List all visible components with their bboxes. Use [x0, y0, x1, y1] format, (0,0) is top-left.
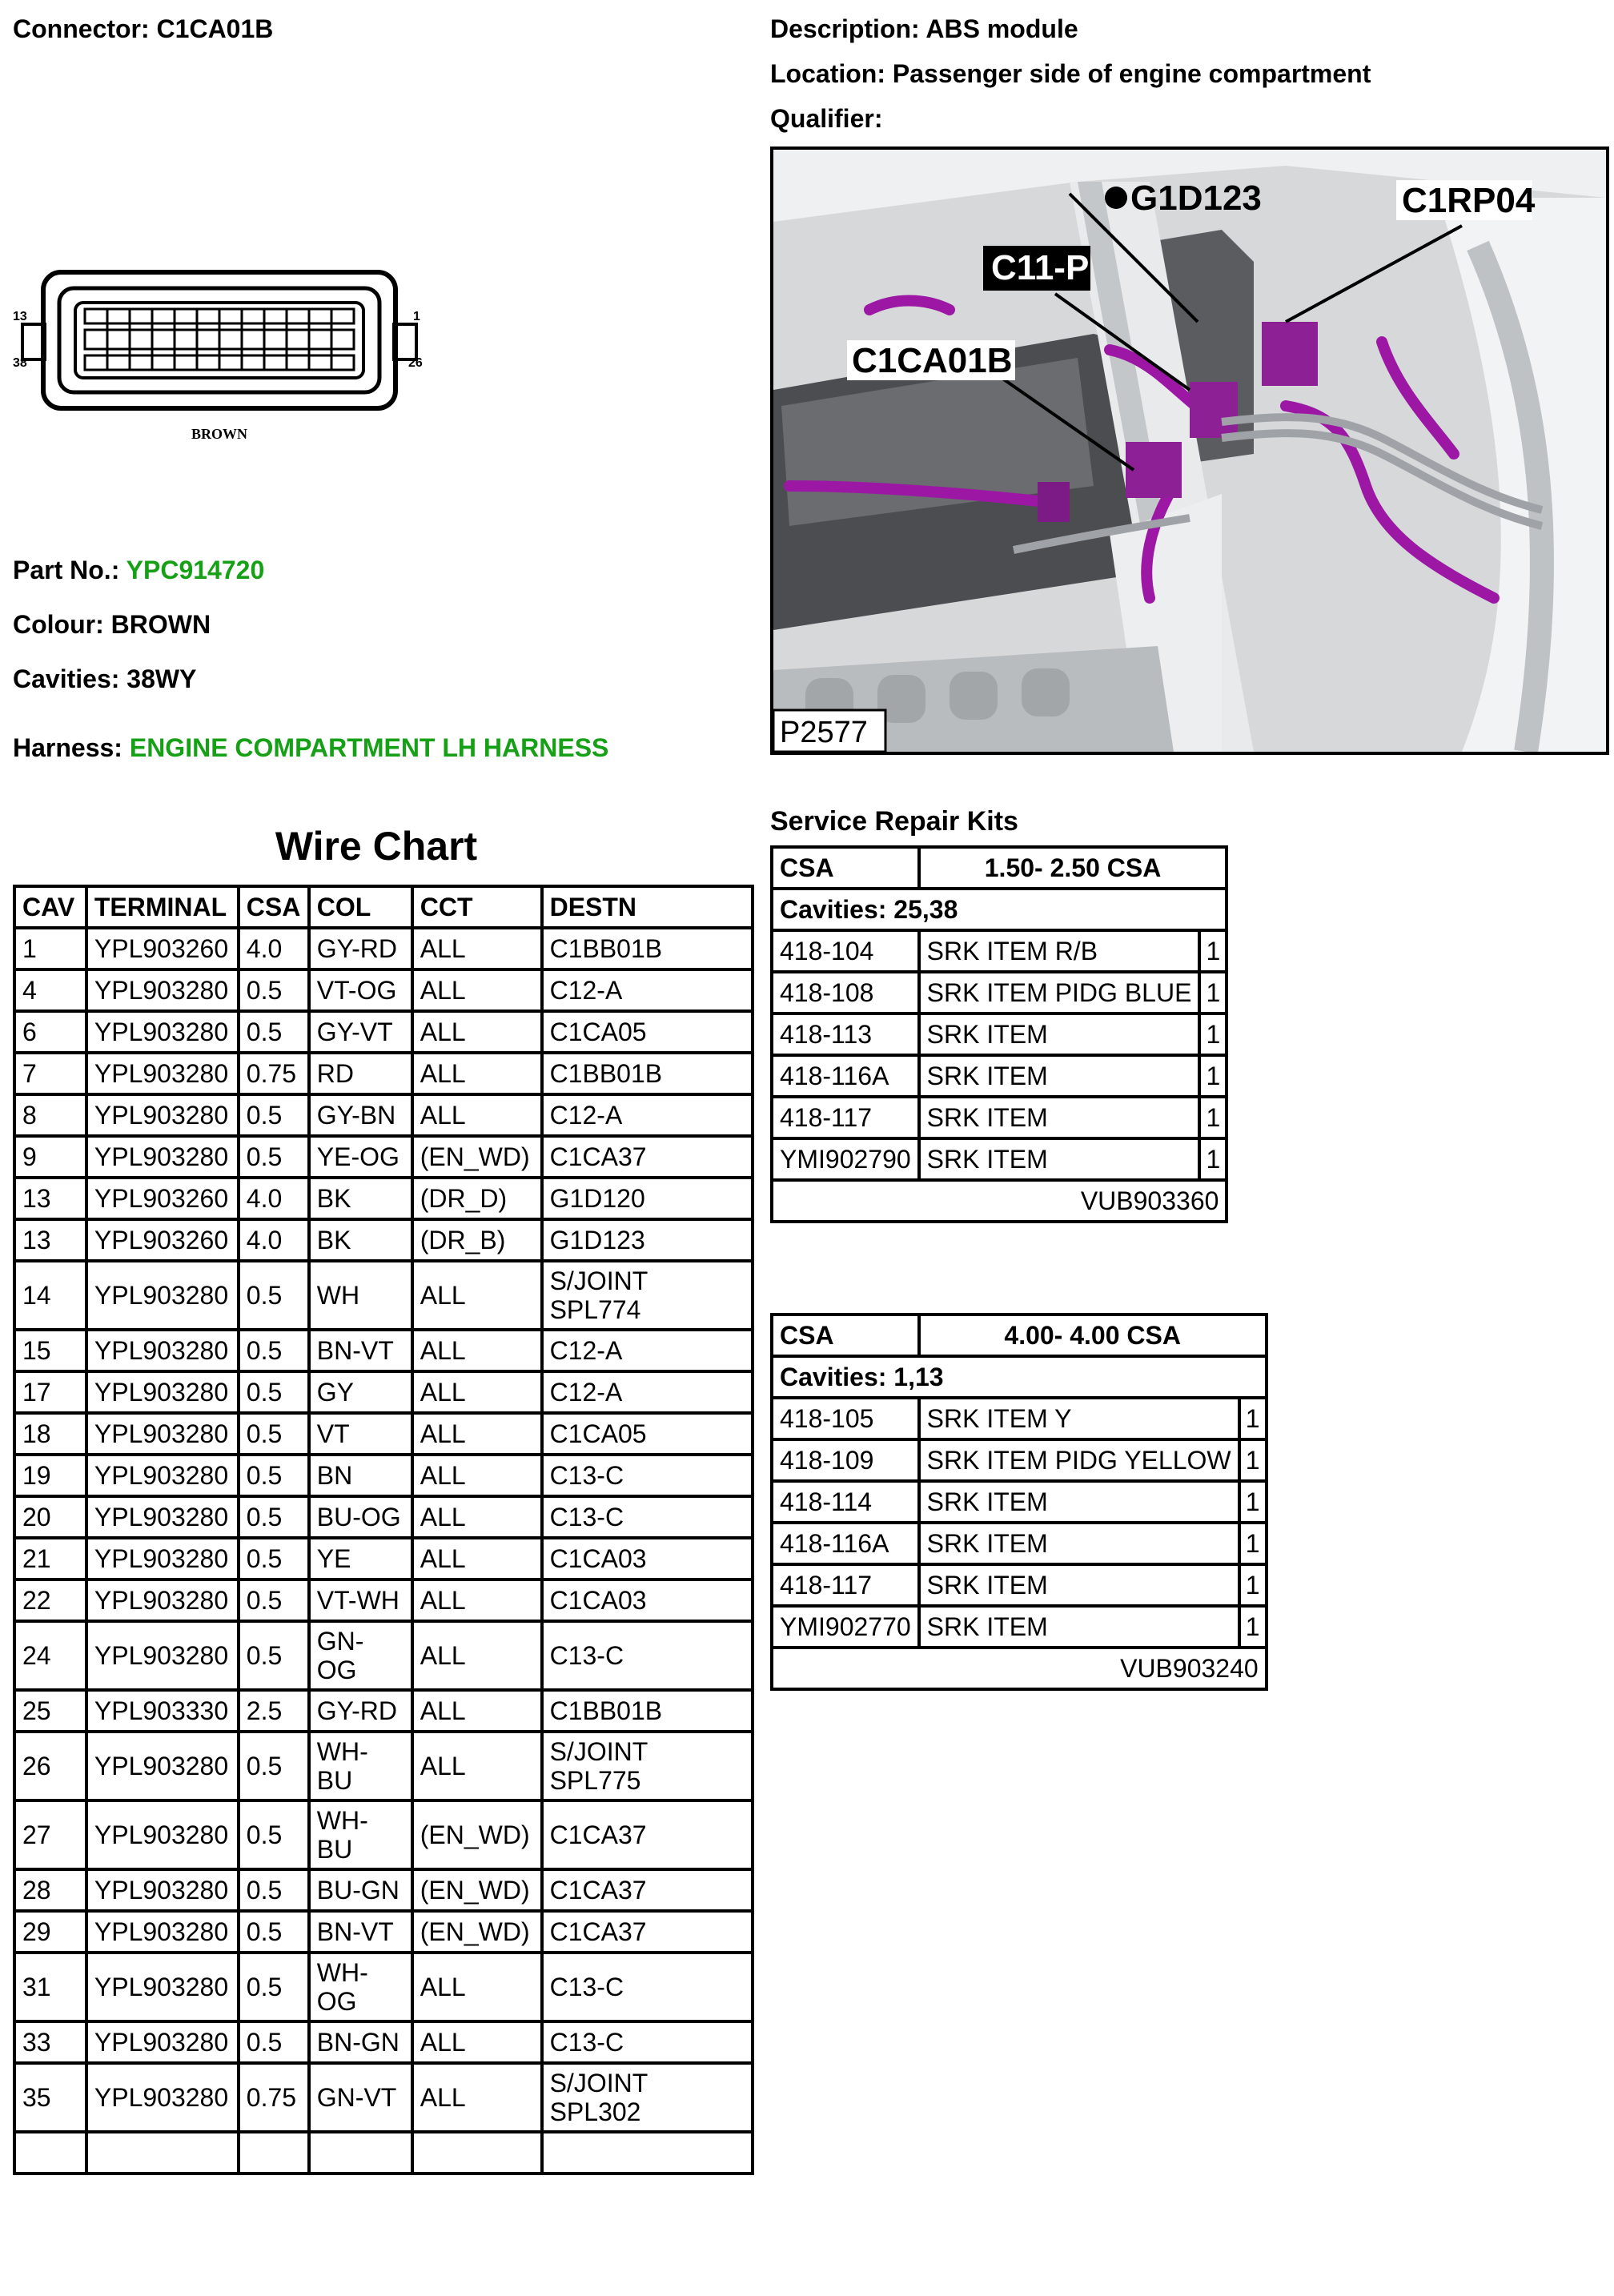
kit-item-qty: 1: [1239, 1523, 1267, 1564]
cell-cct: ALL: [412, 1953, 542, 2021]
cell-csa: 0.5: [239, 1094, 309, 1136]
cell-col: GY: [309, 1371, 412, 1413]
pin-label-38: 38: [13, 356, 27, 370]
cell-cav: 9: [14, 1136, 86, 1178]
part-no-field: [13, 556, 264, 585]
cell-cct: ALL: [412, 1011, 542, 1053]
cell-csa: 4.0: [239, 928, 309, 969]
colour-label: Colour:: [13, 610, 104, 639]
cell-destn: C1BB01B: [542, 928, 753, 969]
cell-csa: 0.5: [239, 1413, 309, 1455]
kit-item-desc: SRK ITEM: [919, 1481, 1239, 1523]
col-header-cav: CAV: [14, 886, 86, 928]
table-row: [14, 1580, 753, 1621]
cell-destn: S/JOINT SPL775: [542, 1732, 753, 1800]
kit-csa-range: 4.00- 4.00 CSA: [919, 1315, 1267, 1356]
kit-item-row: [772, 1481, 1267, 1523]
cell-terminal: YPL903260: [86, 928, 239, 969]
cell-cct: (DR_B): [412, 1219, 542, 1261]
location-value: Passenger side of engine compartment: [892, 59, 1371, 88]
cell-cav: 29: [14, 1911, 86, 1953]
callout-c11p: C11-P: [991, 248, 1090, 287]
cell-destn: S/JOINT SPL774: [542, 1261, 753, 1330]
kit-item-qty: 1: [1199, 930, 1227, 972]
cell-cav: 1: [14, 928, 86, 969]
description-value: ABS module: [925, 14, 1078, 43]
cavities-label: Cavities:: [13, 664, 120, 693]
kit-item-code: 418-113: [772, 1014, 919, 1055]
kit-item-desc: SRK ITEM: [919, 1014, 1200, 1055]
cell-cav: 13: [14, 1178, 86, 1219]
cell-csa: 0.5: [239, 1261, 309, 1330]
table-row: [14, 1621, 753, 1690]
cell-cct: ALL: [412, 1330, 542, 1371]
cell-terminal: [86, 2132, 239, 2174]
harness-label: Harness:: [13, 733, 122, 762]
cell-col: BN-VT: [309, 1330, 412, 1371]
cell-terminal: YPL903280: [86, 1261, 239, 1330]
kit-item-code: 418-105: [772, 1398, 919, 1439]
cell-destn: C13-C: [542, 2021, 753, 2063]
cell-destn: G1D120: [542, 1178, 753, 1219]
qualifier-field: [770, 104, 882, 134]
cell-cav: 6: [14, 1011, 86, 1053]
cell-cav: 35: [14, 2063, 86, 2132]
cell-cav: 17: [14, 1371, 86, 1413]
table-row: [14, 1496, 753, 1538]
table-row: [14, 1413, 753, 1455]
kit-item-desc: SRK ITEM: [919, 1138, 1200, 1180]
cell-csa: 0.5: [239, 1011, 309, 1053]
table-row: [14, 1455, 753, 1496]
kit-item-row: [772, 1055, 1227, 1097]
wire-chart-title: Wire Chart: [275, 824, 478, 869]
kit-item-code: 418-109: [772, 1439, 919, 1481]
kit-item-qty: 1: [1199, 1097, 1227, 1138]
col-header-destn: DESTN: [542, 886, 753, 928]
kit-item-row: [772, 930, 1227, 972]
connector-value: C1CA01B: [156, 14, 274, 43]
wire-chart-table: [13, 885, 754, 2175]
cell-csa: 0.5: [239, 1911, 309, 1953]
kit-item-desc: SRK ITEM: [919, 1523, 1239, 1564]
cell-destn: C12-A: [542, 969, 753, 1011]
cell-csa: 0.5: [239, 1869, 309, 1911]
kit-number: VUB903360: [772, 1180, 1227, 1222]
repair-kit-table: [770, 845, 1228, 1223]
kit-item-code: 418-117: [772, 1564, 919, 1606]
cell-terminal: YPL903280: [86, 1136, 239, 1178]
table-row: [14, 1136, 753, 1178]
cell-col: GN- OG: [309, 1621, 412, 1690]
cell-destn: C13-C: [542, 1621, 753, 1690]
table-row: [14, 1690, 753, 1732]
cell-cav: 25: [14, 1690, 86, 1732]
cell-destn: C1CA37: [542, 1136, 753, 1178]
cell-cct: ALL: [412, 1732, 542, 1800]
cell-destn: C12-A: [542, 1371, 753, 1413]
cell-csa: 0.5: [239, 1371, 309, 1413]
connector-colour-caption: BROWN: [191, 426, 248, 442]
cell-terminal: YPL903260: [86, 1178, 239, 1219]
cell-terminal: YPL903330: [86, 1690, 239, 1732]
cell-destn: C1CA05: [542, 1413, 753, 1455]
cell-terminal: YPL903280: [86, 1455, 239, 1496]
kit-item-row: [772, 1138, 1227, 1180]
cell-terminal: YPL903280: [86, 1330, 239, 1371]
cell-csa: [239, 2132, 309, 2174]
cell-cav: 19: [14, 1455, 86, 1496]
kit-item-code: 418-114: [772, 1481, 919, 1523]
harness-link[interactable]: ENGINE COMPARTMENT LH HARNESS: [129, 733, 609, 762]
cell-col: YE: [309, 1538, 412, 1580]
kit-item-row: [772, 1398, 1267, 1439]
cell-col: VT: [309, 1413, 412, 1455]
cell-cav: 15: [14, 1330, 86, 1371]
kit-item-code: 418-108: [772, 972, 919, 1014]
table-row: [14, 1953, 753, 2021]
kit-item-qty: 1: [1239, 1481, 1267, 1523]
kit-number: VUB903240: [772, 1648, 1267, 1689]
cell-cct: ALL: [412, 1496, 542, 1538]
kit-cavities-row: [772, 1356, 1267, 1398]
cell-destn: C13-C: [542, 1953, 753, 2021]
table-row: [14, 1732, 753, 1800]
cell-cct: ALL: [412, 1094, 542, 1136]
cell-cct: ALL: [412, 1455, 542, 1496]
qualifier-label: Qualifier:: [770, 104, 883, 133]
kit-header-row: [772, 1315, 1267, 1356]
cell-cct: (EN_WD): [412, 1800, 542, 1869]
cell-destn: C1CA37: [542, 1911, 753, 1953]
table-row: [14, 969, 753, 1011]
cell-destn: C1CA03: [542, 1538, 753, 1580]
cell-csa: 0.5: [239, 969, 309, 1011]
cell-csa: 0.5: [239, 1455, 309, 1496]
cell-cct: (EN_WD): [412, 1911, 542, 1953]
kit-header-row: [772, 847, 1227, 889]
cell-csa: 0.5: [239, 1953, 309, 2021]
table-row: [14, 1538, 753, 1580]
cell-destn: G1D123: [542, 1219, 753, 1261]
kit-item-qty: 1: [1239, 1564, 1267, 1606]
table-row: [14, 1178, 753, 1219]
cell-col: BN: [309, 1455, 412, 1496]
description-field: [770, 14, 1078, 44]
cell-cav: 31: [14, 1953, 86, 2021]
cell-cct: [412, 2132, 542, 2174]
cell-cct: ALL: [412, 1621, 542, 1690]
kit-item-code: 418-104: [772, 930, 919, 972]
kit-item-row: [772, 1523, 1267, 1564]
table-row: [14, 1330, 753, 1371]
cell-csa: 0.5: [239, 1538, 309, 1580]
cell-cav: 27: [14, 1800, 86, 1869]
cell-col: BN-GN: [309, 2021, 412, 2063]
kit-item-desc: SRK ITEM: [919, 1606, 1239, 1648]
cell-cct: ALL: [412, 928, 542, 969]
kit-item-row: [772, 1439, 1267, 1481]
cell-cav: 8: [14, 1094, 86, 1136]
cell-col: WH- BU: [309, 1800, 412, 1869]
cell-csa: 2.5: [239, 1690, 309, 1732]
cell-csa: 0.5: [239, 1732, 309, 1800]
cell-destn: C1CA03: [542, 1580, 753, 1621]
kit-cavities: Cavities: 1,13: [772, 1356, 1267, 1398]
photo-reference: P2577: [780, 716, 868, 749]
cavities-value: 38WY: [126, 664, 197, 693]
cell-terminal: YPL903280: [86, 1732, 239, 1800]
cell-destn: C12-A: [542, 1094, 753, 1136]
cell-cav: 7: [14, 1053, 86, 1094]
cell-cav: 21: [14, 1538, 86, 1580]
cell-cct: ALL: [412, 1538, 542, 1580]
cell-destn: C1BB01B: [542, 1053, 753, 1094]
cell-csa: 0.5: [239, 1496, 309, 1538]
cell-col: VT-WH: [309, 1580, 412, 1621]
cell-col: BK: [309, 1219, 412, 1261]
kit-item-desc: SRK ITEM Y: [919, 1398, 1239, 1439]
kit-item-desc: SRK ITEM: [919, 1564, 1239, 1606]
kit-item-qty: 1: [1239, 1439, 1267, 1481]
cell-csa: 0.5: [239, 1330, 309, 1371]
cell-col: GY-VT: [309, 1011, 412, 1053]
table-row: [14, 2021, 753, 2063]
cell-terminal: YPL903280: [86, 2021, 239, 2063]
cell-col: YE-OG: [309, 1136, 412, 1178]
cell-terminal: YPL903280: [86, 1953, 239, 2021]
kit-item-code: 418-117: [772, 1097, 919, 1138]
connector-field: [13, 14, 273, 44]
cell-col: GY-RD: [309, 928, 412, 969]
table-row: [14, 1869, 753, 1911]
cell-cav: 24: [14, 1621, 86, 1690]
cell-col: GY-BN: [309, 1094, 412, 1136]
table-row: [14, 1800, 753, 1869]
kit-item-desc: SRK ITEM: [919, 1055, 1200, 1097]
cell-terminal: YPL903280: [86, 1011, 239, 1053]
cell-terminal: YPL903280: [86, 1053, 239, 1094]
table-row: [14, 928, 753, 969]
cell-terminal: YPL903280: [86, 1538, 239, 1580]
cell-col: WH- BU: [309, 1732, 412, 1800]
table-row: [14, 1261, 753, 1330]
cell-cav: 18: [14, 1413, 86, 1455]
kit-item-qty: 1: [1199, 1138, 1227, 1180]
col-header-csa: CSA: [239, 886, 309, 928]
cell-destn: C1BB01B: [542, 1690, 753, 1732]
cell-cav: 14: [14, 1261, 86, 1330]
description-label: Description:: [770, 14, 920, 43]
cell-csa: 0.5: [239, 1621, 309, 1690]
kit-csa-label: CSA: [772, 847, 919, 889]
table-row: [14, 1219, 753, 1261]
cell-col: [309, 2132, 412, 2174]
wire-chart-header-row: [14, 886, 753, 928]
cell-destn: C1CA37: [542, 1800, 753, 1869]
cell-col: BK: [309, 1178, 412, 1219]
cell-csa: 0.75: [239, 1053, 309, 1094]
cell-cav: 33: [14, 2021, 86, 2063]
cell-cct: (DR_D): [412, 1178, 542, 1219]
kit-item-qty: 1: [1199, 1014, 1227, 1055]
kit-item-row: [772, 1606, 1267, 1648]
connector-label: Connector:: [13, 14, 150, 43]
cell-csa: 0.75: [239, 2063, 309, 2132]
cell-terminal: YPL903280: [86, 2063, 239, 2132]
table-row: [14, 1371, 753, 1413]
pin-label-26: 26: [408, 356, 423, 370]
cavities-field: [13, 664, 196, 694]
cell-csa: 0.5: [239, 1800, 309, 1869]
cell-col: GY-RD: [309, 1690, 412, 1732]
cell-col: WH- OG: [309, 1953, 412, 2021]
cell-cct: (EN_WD): [412, 1869, 542, 1911]
kit-item-desc: SRK ITEM PIDG BLUE: [919, 972, 1200, 1014]
kit-item-row: [772, 972, 1227, 1014]
cell-terminal: YPL903280: [86, 1621, 239, 1690]
kit-item-row: [772, 1564, 1267, 1606]
cell-csa: 0.5: [239, 1580, 309, 1621]
cell-cav: 28: [14, 1869, 86, 1911]
cell-cct: ALL: [412, 1371, 542, 1413]
cell-destn: C1CA37: [542, 1869, 753, 1911]
col-header-cct: CCT: [412, 886, 542, 928]
callout-c1rp04: C1RP04: [1402, 181, 1536, 220]
location-label: Location:: [770, 59, 885, 88]
cell-terminal: YPL903280: [86, 1800, 239, 1869]
location-photo: [770, 147, 1609, 755]
cell-col: BU-OG: [309, 1496, 412, 1538]
kit-footer-row: [772, 1180, 1227, 1222]
cell-destn: C13-C: [542, 1455, 753, 1496]
cell-cct: (EN_WD): [412, 1136, 542, 1178]
cell-terminal: YPL903280: [86, 969, 239, 1011]
harness-field: [13, 733, 608, 763]
kit-item-row: [772, 1014, 1227, 1055]
service-repair-kits-heading: Service Repair Kits: [770, 806, 1018, 837]
kit-cavities: Cavities: 25,38: [772, 889, 1227, 930]
cell-terminal: YPL903280: [86, 1496, 239, 1538]
colour-value: BROWN: [110, 610, 211, 639]
col-header-terminal: TERMINAL: [86, 886, 239, 928]
cell-terminal: YPL903280: [86, 1580, 239, 1621]
callout-c1ca01b: C1CA01B: [852, 341, 1013, 380]
kit-item-code: YMI902770: [772, 1606, 919, 1648]
table-row: [14, 1094, 753, 1136]
cell-terminal: YPL903280: [86, 1869, 239, 1911]
table-row: [14, 2063, 753, 2132]
cell-destn: C12-A: [542, 1330, 753, 1371]
kit-item-qty: 1: [1239, 1606, 1267, 1648]
cell-cct: ALL: [412, 1580, 542, 1621]
cell-cct: ALL: [412, 2063, 542, 2132]
cell-csa: 0.5: [239, 1136, 309, 1178]
cell-cct: ALL: [412, 1690, 542, 1732]
kit-item-code: 418-116A: [772, 1523, 919, 1564]
cell-cav: 26: [14, 1732, 86, 1800]
cell-csa: 4.0: [239, 1178, 309, 1219]
cell-terminal: YPL903280: [86, 1911, 239, 1953]
kit-csa-range: 1.50- 2.50 CSA: [919, 847, 1227, 889]
connector-face-drawing: [11, 264, 428, 456]
cell-csa: 4.0: [239, 1219, 309, 1261]
callout-g1d123: G1D123: [1130, 179, 1262, 218]
cell-cav: 20: [14, 1496, 86, 1538]
cell-col: RD: [309, 1053, 412, 1094]
cell-cav: 13: [14, 1219, 86, 1261]
cell-cct: ALL: [412, 969, 542, 1011]
kit-item-qty: 1: [1199, 972, 1227, 1014]
cell-col: BN-VT: [309, 1911, 412, 1953]
cell-destn: C1CA05: [542, 1011, 753, 1053]
cell-col: VT-OG: [309, 969, 412, 1011]
cell-cct: ALL: [412, 1261, 542, 1330]
part-no-label: Part No.:: [13, 556, 120, 584]
cell-cav: 22: [14, 1580, 86, 1621]
pin-label-13: 13: [13, 310, 27, 323]
cell-cct: ALL: [412, 1053, 542, 1094]
cell-terminal: YPL903280: [86, 1371, 239, 1413]
cell-terminal: YPL903280: [86, 1413, 239, 1455]
cell-terminal: YPL903260: [86, 1219, 239, 1261]
cell-destn: C13-C: [542, 1496, 753, 1538]
kit-item-code: YMI902790: [772, 1138, 919, 1180]
kit-item-desc: SRK ITEM: [919, 1097, 1200, 1138]
cell-cct: ALL: [412, 2021, 542, 2063]
cell-cav: 4: [14, 969, 86, 1011]
cell-destn: [542, 2132, 753, 2174]
cell-col: BU-GN: [309, 1869, 412, 1911]
cell-cav: [14, 2132, 86, 2174]
cell-cct: ALL: [412, 1413, 542, 1455]
kit-item-desc: SRK ITEM R/B: [919, 930, 1200, 972]
kit-csa-label: CSA: [772, 1315, 919, 1356]
table-row: [14, 1053, 753, 1094]
pin-label-1: 1: [413, 310, 420, 323]
kit-item-code: 418-116A: [772, 1055, 919, 1097]
kit-cavities-row: [772, 889, 1227, 930]
kit-footer-row: [772, 1648, 1267, 1689]
table-row: [14, 1911, 753, 1953]
table-row: [14, 1011, 753, 1053]
colour-field: [13, 610, 211, 640]
cell-csa: 0.5: [239, 2021, 309, 2063]
location-photo-illustration: [773, 150, 1606, 752]
kit-item-desc: SRK ITEM PIDG YELLOW: [919, 1439, 1239, 1481]
cell-destn: S/JOINT SPL302: [542, 2063, 753, 2132]
cell-col: WH: [309, 1261, 412, 1330]
part-no-link[interactable]: YPC914720: [126, 556, 265, 584]
kit-item-qty: 1: [1239, 1398, 1267, 1439]
repair-kit-table: [770, 1313, 1268, 1691]
location-field: [770, 59, 1371, 89]
kit-item-row: [772, 1097, 1227, 1138]
cell-terminal: YPL903280: [86, 1094, 239, 1136]
col-header-col: COL: [309, 886, 412, 928]
cell-col: GN-VT: [309, 2063, 412, 2132]
table-row: [14, 2132, 753, 2174]
kit-item-qty: 1: [1199, 1055, 1227, 1097]
